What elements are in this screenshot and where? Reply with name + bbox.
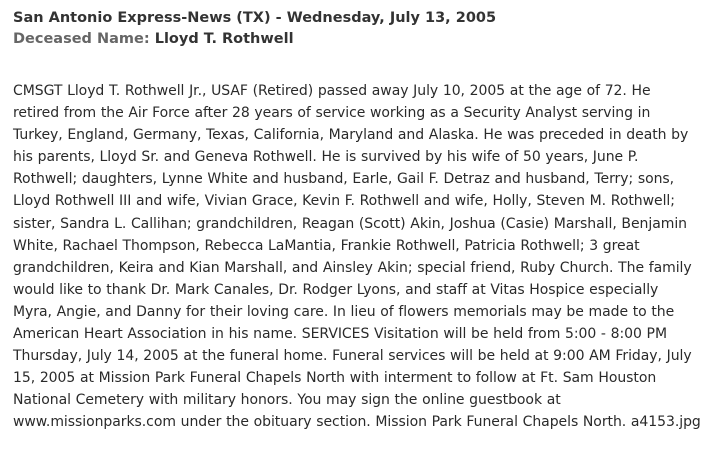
deceased-name: Lloyd T. Rothwell (154, 31, 294, 47)
obituary-line: CMSGT Lloyd T. Rothwell Jr., USAF (Retired) passed away July 10, 2005 at the age of 72. He (13, 83, 651, 99)
obituary-text (13, 80, 719, 434)
obituary-line: Thursday, July 14, 2005 at the funeral home. Funeral services will be held at 9:00 AM Friday, July (13, 348, 692, 365)
obituary-line: his parents, Lloyd Sr. and Geneva Rothwell. He is survived by his wife of 50 years, June P. (13, 149, 639, 166)
obituary-line: Turkey, England, Germany, Texas, California, Maryland and Alaska. He was preceded in death by (13, 127, 689, 144)
obituary-line: Lloyd Rothwell III and wife, Vivian Grace, Kevin F. Rothwell and wife, Holly, Steven M. Rothwell; (13, 193, 675, 210)
publication-date: Wednesday, July 13, 2005 (286, 10, 497, 26)
obituary-page (13, 8, 719, 434)
obituary-line: American Heart Association in his name. SERVICES Visitation will be held from 5:00 - 8:00 PM (13, 326, 667, 343)
obituary-line: would like to thank Dr. Mark Canales, Dr. Rodger Lyons, and staff at Vitas Hospice especially (13, 281, 659, 298)
header-separator: - (270, 10, 287, 26)
deceased-line (13, 29, 719, 50)
publication-header (13, 8, 719, 29)
publication-name: San Antonio Express-News (TX) (13, 10, 271, 26)
obituary-line: Rothwell; daughters, Lynne White and husband, Earle, Gail F. Detraz and husband, Terry; sons, (13, 171, 675, 188)
obituary-line: www.missionparks.com under the obituary section. Mission Park Funeral Chapels North. a4153.jpg (13, 414, 701, 431)
obituary-line: White, Rachael Thompson, Rebecca LaMantia, Frankie Rothwell, Patricia Rothwell; 3 great (13, 237, 640, 254)
obituary-line: retired from the Air Force after 28 years of service working as a Security Analyst serving in (13, 105, 651, 122)
obituary-line: National Cemetery with military honors. You may sign the online guestbook at (13, 392, 561, 409)
obituary-line: sister, Sandra L. Callihan; grandchildren, Reagan (Scott) Akin, Joshua (Casie) Marshall, Benjamin (13, 215, 687, 232)
deceased-label: Deceased Name: (13, 31, 150, 47)
obituary-line: grandchildren, Keira and Kian Marshall, and Ainsley Akin; special friend, Ruby Church. The family (13, 259, 692, 276)
obituary-line: Myra, Angie, and Danny for their loving care. In lieu of flowers memorials may be made to the (13, 303, 675, 320)
obituary-line: 15, 2005 at Mission Park Funeral Chapels North with interment to follow at Ft. Sam Houston (13, 370, 657, 387)
